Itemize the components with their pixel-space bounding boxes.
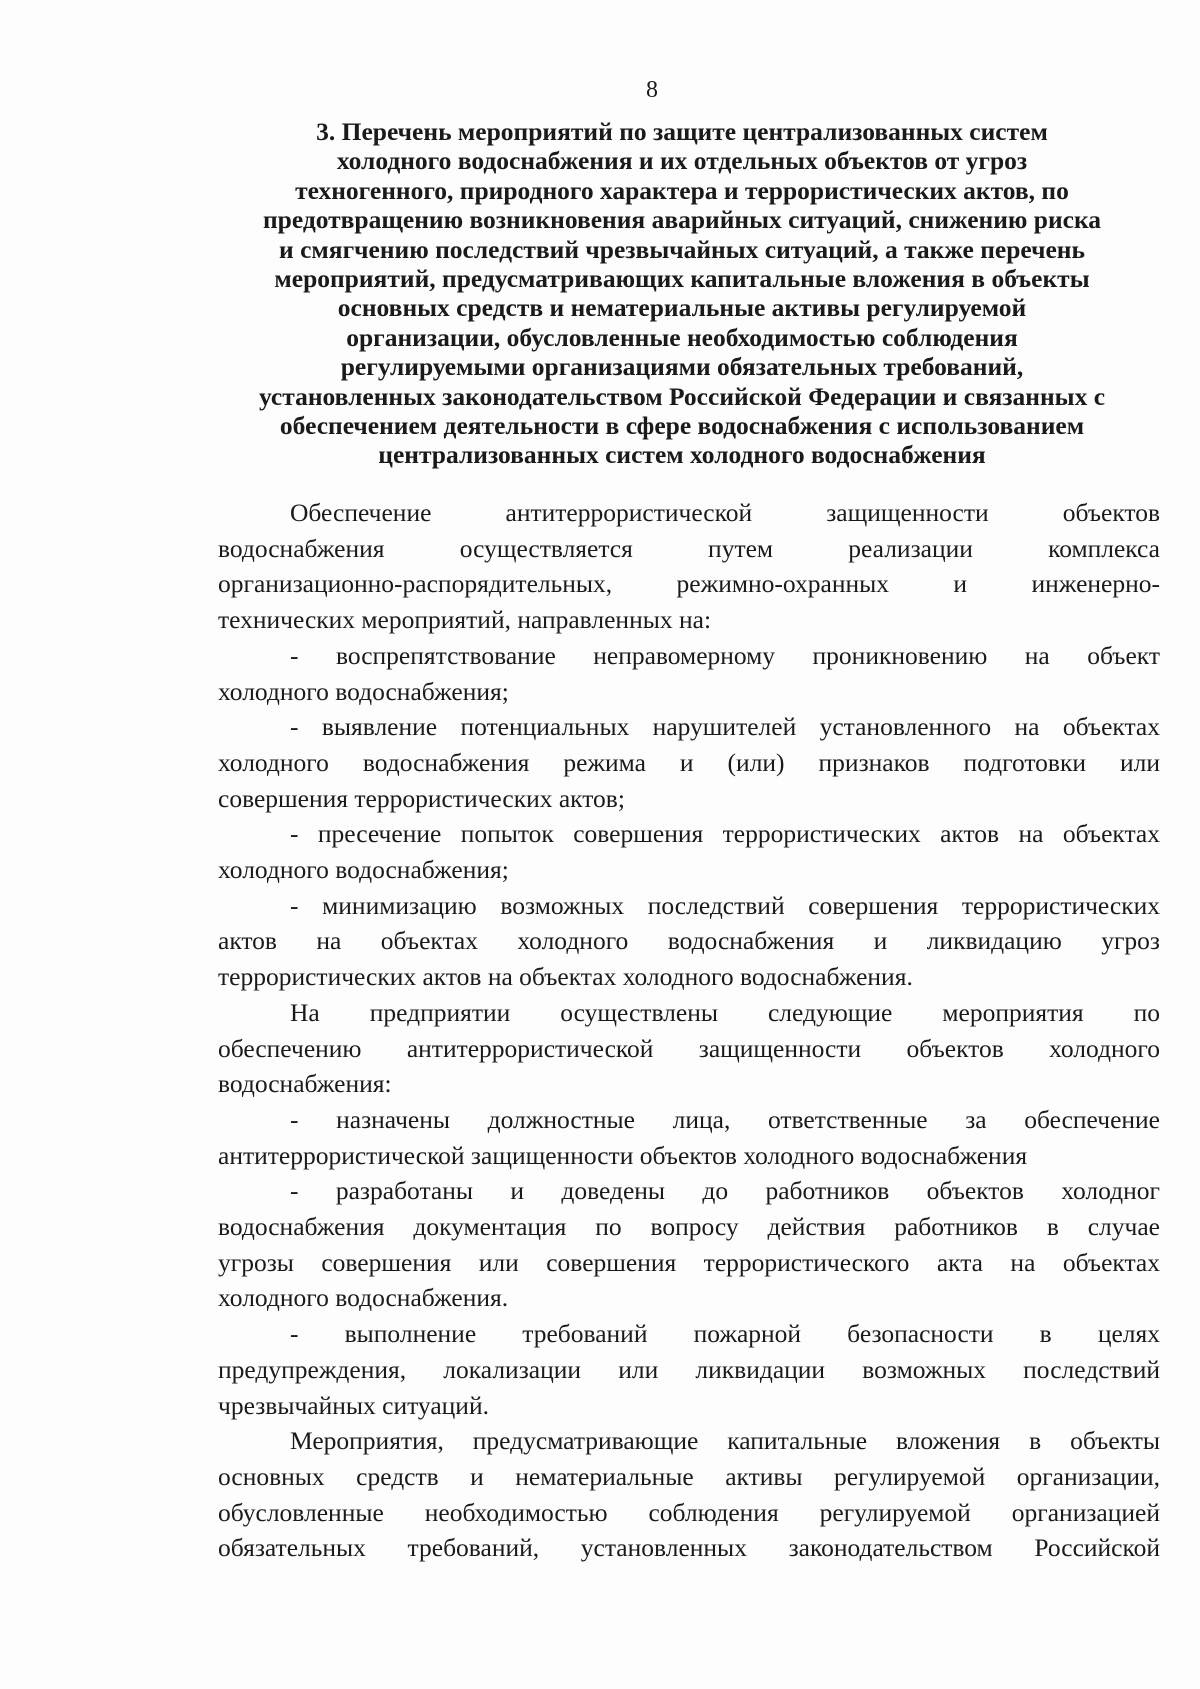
- text-line: актов на объектах холодного водоснабжения и ликвидацию угроз: [218, 926, 1160, 956]
- text-line: основных средств и нематериальные активы регулируемой организации,: [218, 1461, 1160, 1491]
- text-line: - выявление потенциальных нарушителей установленного на объектах: [290, 712, 1160, 742]
- text-line: совершения террористических актов;: [218, 783, 625, 813]
- text-line: Обеспечение антитеррористической защищенности объектов: [290, 498, 1160, 527]
- list-item-officials: [218, 1102, 1160, 1173]
- heading-line: 3. Перечень мероприятий по защите централизованных систем: [316, 117, 1048, 146]
- list-item-detection: [218, 709, 1160, 816]
- heading-line: централизованных систем холодного водоснабжения: [378, 440, 986, 470]
- text-line: - назначены должностные лица, ответственные за обеспечение: [290, 1104, 1160, 1134]
- heading-line: холодного водоснабжения и их отдельных объектов от угроз: [336, 146, 1028, 176]
- text-line: холодного водоснабжения режима и (или) признаков подготовки или: [218, 747, 1160, 777]
- text-line: организационно-распорядительных, режимно-охранных и инженерно-: [218, 569, 1160, 599]
- heading-line: регулируемыми организациями обязательных требований,: [340, 352, 1024, 382]
- heading-line: и смягчению последствий чрезвычайных ситуаций, а также перечень: [279, 234, 1085, 264]
- paragraph-measures: [218, 995, 1160, 1102]
- heading-line: организации, обусловленные необходимостью соблюдения: [346, 322, 1018, 352]
- heading-line: обеспечением деятельности в сфере водоснабжения с использованием: [279, 411, 1085, 441]
- text-line: - выполнение требований пожарной безопасности в целях: [290, 1319, 1160, 1349]
- heading-line: основных средств и нематериальные активы регулируемой: [337, 293, 1027, 323]
- text-line: - минимизацию возможных последствий совершения террористических: [290, 890, 1160, 920]
- text-line: водоснабжения осуществляется путем реализации комплекса: [218, 533, 1160, 563]
- heading-line: установленных законодательством Российской Федерации и связанных с: [258, 381, 1106, 411]
- text-line: На предприятии осуществлены следующие мероприятия по: [290, 997, 1160, 1027]
- paragraph-capital-investment: [218, 1423, 1160, 1566]
- text-line: обязательных требований, установленных законодательством Российской: [218, 1533, 1160, 1563]
- heading-line: мероприятий, предусматривающих капитальные вложения в объекты: [274, 264, 1090, 294]
- text-line: - пресечение попыток совершения террористических актов на объектах: [290, 819, 1160, 849]
- heading-line: техногенного, природного характера и террористических актов, по: [295, 175, 1069, 205]
- text-line: антитеррористической защищенности объектов холодного водоснабжения: [218, 1140, 1028, 1170]
- heading-line: предотвращению возникновения аварийных ситуаций, снижению риска: [262, 205, 1102, 235]
- text-line: холодного водоснабжения;: [218, 676, 509, 706]
- text-line: обусловленные необходимостью соблюдения регулируемой организацией: [218, 1497, 1160, 1527]
- text-line: водоснабжения:: [218, 1069, 392, 1099]
- list-item-documentation: [218, 1173, 1160, 1316]
- text-line: предупреждения, локализации или ликвидации возможных последствий: [218, 1354, 1160, 1384]
- text-line: водоснабжения документация по вопросу действия работников в случае: [218, 1212, 1160, 1242]
- text-line: холодного водоснабжения;: [218, 855, 509, 885]
- text-line: чрезвычайных ситуаций.: [218, 1390, 489, 1420]
- text-line: террористических актов на объектах холодного водоснабжения.: [218, 962, 913, 992]
- text-line: обеспечению антитеррористической защищенности объектов холодного: [218, 1033, 1160, 1063]
- document-body: [218, 495, 1160, 1566]
- text-line: - разработаны и доведены до работников объектов холодног: [290, 1176, 1160, 1206]
- text-line: холодного водоснабжения.: [218, 1283, 509, 1313]
- text-line: технических мероприятий, направленных на:: [218, 605, 712, 635]
- list-item-prevention: [218, 638, 1160, 709]
- text-line: Мероприятия, предусматривающие капитальные вложения в объекты: [290, 1426, 1160, 1456]
- text-line: угрозы совершения или совершения террористического акта на объектах: [218, 1247, 1160, 1277]
- list-item-fire-safety: [218, 1316, 1160, 1423]
- text-line: - воспрепятствование неправомерному проникновению на объект: [290, 640, 1160, 670]
- list-item-suppression: [218, 816, 1160, 887]
- section-heading: [212, 117, 1152, 470]
- page-number: 8: [646, 77, 658, 103]
- list-item-minimization: [218, 888, 1160, 995]
- paragraph-intro: [218, 495, 1160, 638]
